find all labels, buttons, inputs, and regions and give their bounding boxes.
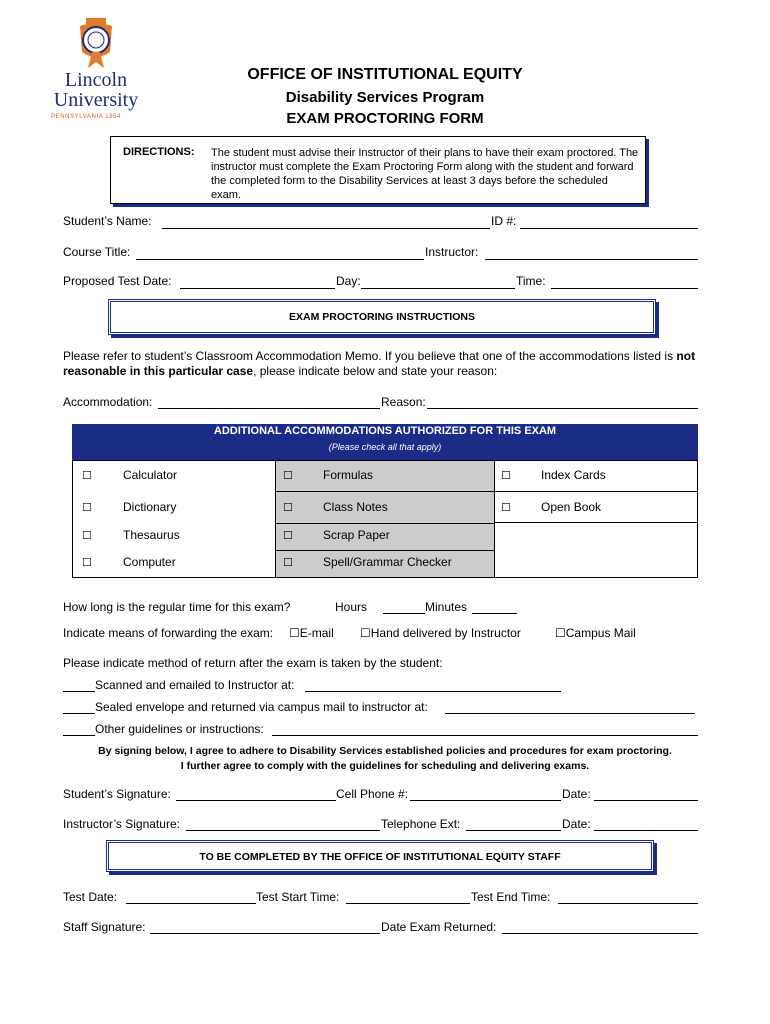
checkbox-computer[interactable]: ☐ [82,557,92,569]
minutes-label: Minutes [425,600,468,614]
refer-text-2: , please indicate below and state your reason: [253,364,498,378]
agreement-text [60,744,710,774]
refer-bold: not reasonable in this particular case [63,349,696,378]
course-title-label: Course Title: [63,245,131,259]
scanned-email-field[interactable] [305,691,561,692]
forward-hand-option[interactable]: ☐Hand delivered by Instructor [360,626,521,640]
test-end-label: Test End Time: [471,890,551,904]
instructor-signature-field[interactable] [186,830,380,831]
minutes-field[interactable] [472,613,517,614]
staff-signature-field[interactable] [150,933,380,934]
checkbox-class-notes[interactable]: ☐ [283,502,293,514]
time-field[interactable] [551,288,698,289]
option-index-cards: Index Cards [541,468,606,482]
option-spell-checker: Spell/Grammar Checker [323,555,452,569]
telephone-label: Telephone Ext: [381,817,461,831]
forward-campus-option[interactable]: ☐Campus Mail [555,626,636,640]
telephone-field[interactable] [466,830,561,831]
column-2-divider-2 [275,523,495,524]
option-dictionary: Dictionary [123,500,177,514]
agreement-line-1: By signing below, I agree to adhere to Disability Services established policies and procedures for exam proctoring. [98,745,672,757]
instructions-banner: EXAM PROCTORING INSTRUCTIONS [108,299,656,335]
checkbox-calculator[interactable]: ☐ [82,470,92,482]
forwarding-label: Indicate means of forwarding the exam: [63,626,274,640]
test-start-field[interactable] [346,903,470,904]
other-check-field[interactable] [63,735,95,736]
option-calculator: Calculator [123,468,178,482]
instructor-field[interactable] [485,259,698,260]
cell-phone-field[interactable] [410,800,561,801]
logo-wordmark [46,70,146,110]
sealed-check-field[interactable] [63,713,95,714]
checkbox-scrap-paper[interactable]: ☐ [283,530,293,542]
student-date-label: Date: [562,787,591,801]
accommodation-label: Accommodation: [63,395,153,409]
agreement-line-2: I further agree to comply with the guidelines for scheduling and delivering exams. [180,760,590,772]
student-signature-label: Student’s Signature: [63,787,171,801]
regular-time-question: How long is the regular time for this exam? [63,600,291,614]
option-formulas: Formulas [323,468,374,482]
student-date-field[interactable] [594,800,698,801]
day-field[interactable] [361,288,515,289]
time-label: Time: [516,274,546,288]
accommodations-table [72,460,698,578]
scanned-check-field[interactable] [63,691,95,692]
instructor-date-field[interactable] [594,830,698,831]
refer-text-1: Please refer to student’s Classroom Accommodation Memo. If you believe that one of the accommodations listed is [63,349,677,363]
instructor-signature-label: Instructor’s Signature: [63,817,180,831]
staff-test-date-field[interactable] [126,903,256,904]
program-heading: Disability Services Program [285,89,485,106]
additional-header [72,424,698,460]
cell-phone-label: Cell Phone #: [336,787,409,801]
return-other-label: Other guidelines or instructions: [95,722,264,736]
option-class-notes: Class Notes [323,500,388,514]
staff-test-date-label: Test Date: [63,890,118,904]
additional-subtitle: (Please check all that apply) [328,442,442,452]
office-heading: OFFICE OF INSTITUTIONAL EQUITY [247,66,523,83]
staff-signature-label: Staff Signature: [63,920,146,934]
column-2-divider-1 [275,491,495,492]
option-open-book: Open Book [541,500,602,514]
logo-tagline: PENNSYLVANIA 1854 [51,114,122,120]
hours-label: Hours [335,600,368,614]
logo-line1: Lincoln [64,69,128,91]
checkbox-index-cards[interactable]: ☐ [501,470,511,482]
reason-field[interactable] [427,408,698,409]
checkbox-thesaurus[interactable]: ☐ [82,530,92,542]
option-scrap-paper: Scrap Paper [323,528,390,542]
staff-banner: TO BE COMPLETED BY THE OFFICE OF INSTITUTIONAL EQUITY STAFF [106,840,654,872]
date-returned-label: Date Exam Returned: [381,920,497,934]
directions-label: DIRECTIONS: [123,146,195,158]
checkbox-dictionary[interactable]: ☐ [82,502,92,514]
checkbox-spell-checker[interactable]: ☐ [283,557,293,569]
option-thesaurus: Thesaurus [123,528,180,542]
reason-label: Reason: [381,395,426,409]
checkbox-open-book[interactable]: ☐ [501,502,511,514]
id-label: ID #: [491,214,517,228]
id-field[interactable] [520,228,698,229]
return-sealed-label: Sealed envelope and returned via campus mail to instructor at: [95,700,428,714]
date-returned-field[interactable] [502,933,698,934]
column-2-divider-3 [275,550,495,551]
return-label: Please indicate method of return after the exam is taken by the student: [63,656,443,670]
additional-title: ADDITIONAL ACCOMMODATIONS AUTHORIZED FOR THIS EXAM [213,425,557,437]
form-title: EXAM PROCTORING FORM [286,110,484,127]
refer-paragraph [63,349,703,379]
option-computer: Computer [123,555,176,569]
instructor-label: Instructor: [425,245,479,259]
test-date-label: Proposed Test Date: [63,274,172,288]
hours-field[interactable] [383,613,425,614]
test-end-field[interactable] [558,903,698,904]
directions-text: The student must advise their Instructor of their plans to have their exam proctored. The instructor must complete the Exam Proctoring Form along with the student and forward the completed form to the Disability Services at least 3 days before the scheduled exam. [211,147,639,201]
test-date-field[interactable] [180,288,335,289]
forward-email-option[interactable]: ☐E-mail [289,626,334,640]
return-scanned-label: Scanned and emailed to Instructor at: [95,678,295,692]
student-name-field[interactable] [162,228,490,229]
student-name-label: Student’s Name: [63,214,152,228]
instructor-date-label: Date: [562,817,591,831]
sealed-address-field[interactable] [445,713,695,714]
other-instructions-field[interactable] [272,735,698,736]
checkbox-formulas[interactable]: ☐ [283,470,293,482]
course-title-field[interactable] [136,259,424,260]
logo-line2: University [53,89,139,111]
seal-icon [44,18,144,73]
accommodation-field[interactable] [158,408,380,409]
directions-box [110,136,646,204]
test-start-label: Test Start Time: [256,890,340,904]
column-3-divider [495,491,697,492]
student-signature-field[interactable] [176,800,336,801]
day-label: Day: [336,274,361,288]
